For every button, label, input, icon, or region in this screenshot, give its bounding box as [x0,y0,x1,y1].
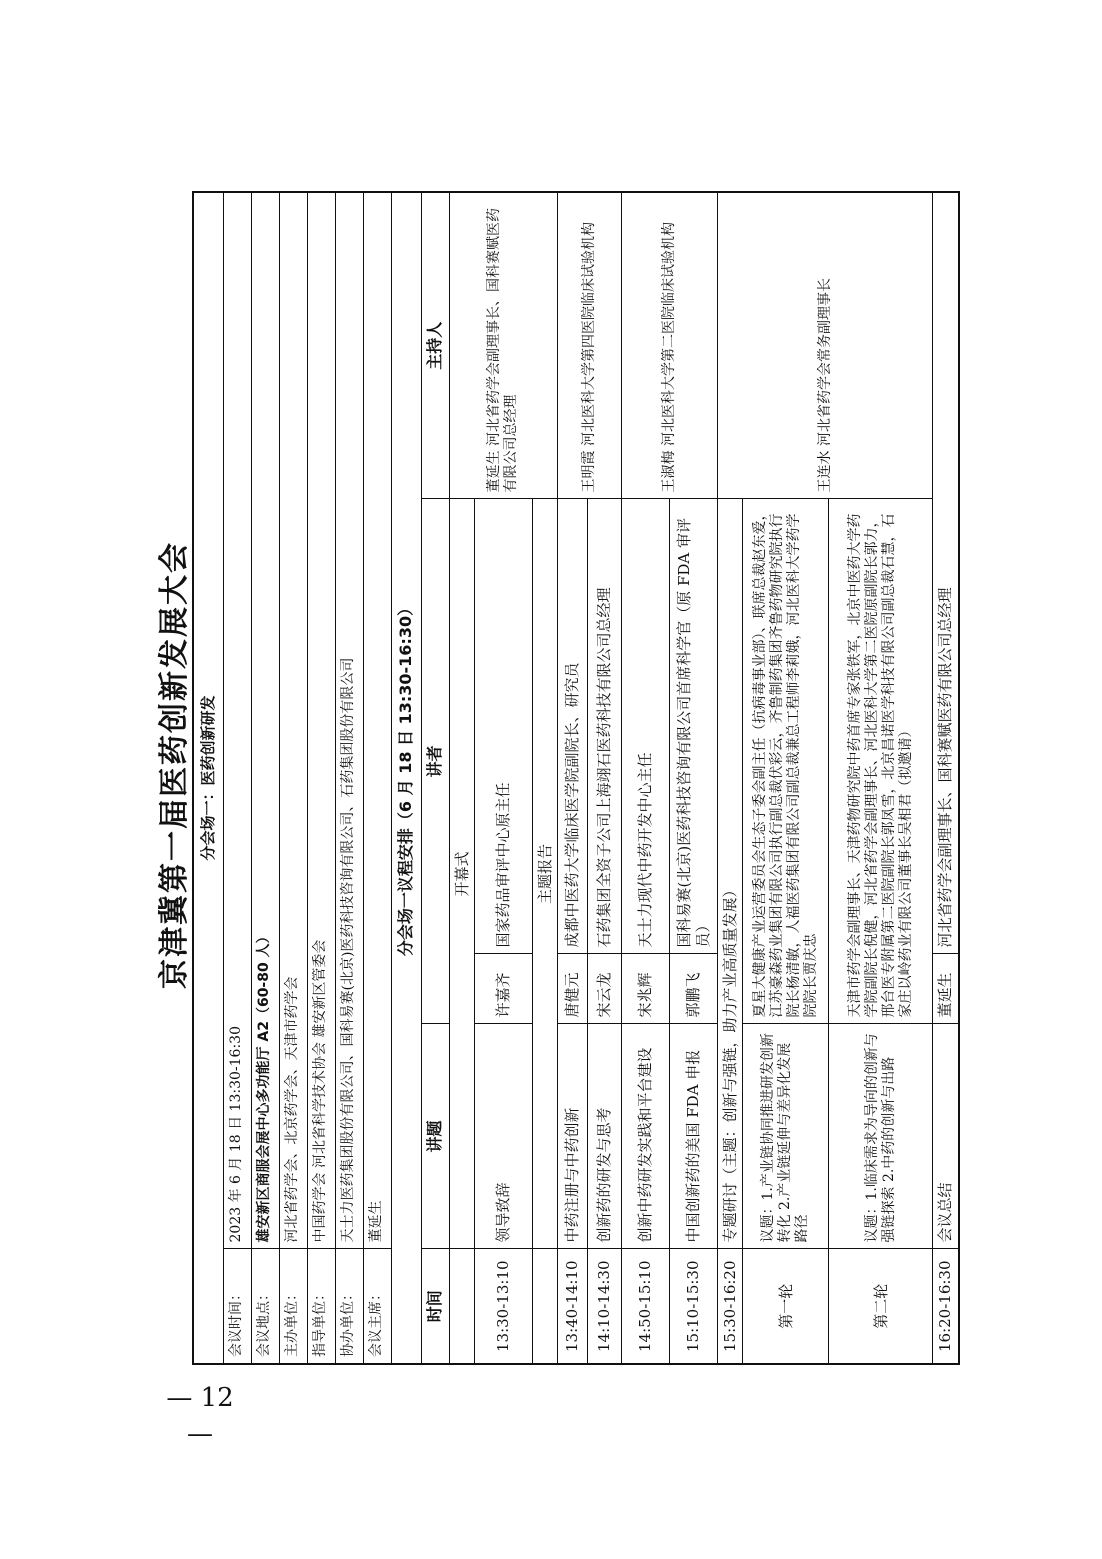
time-cell: 15:10-15:30 [670,1249,718,1364]
speaker-name: 宋云龙 [588,954,622,1024]
subtitle-row [193,192,223,1364]
topic-cell: 议题：1.产业链协同推进研发创新转化 2.产业链延伸与差异化发展路径 [743,1024,829,1249]
speaker-title: 河北省药学会副理事长、国科赛赋医药有限公司总经理 [933,192,959,954]
panel-label: 专题研讨（主题：创新与强链，助力产业高质量发展） [718,499,743,1249]
opening-label: 开幕式 [449,499,474,1249]
host-4: 王连水 河北省药学会常务副理事长 [718,192,933,499]
host-2: 王明霞 河北医科大学第四医院临床试验机构 [558,192,622,499]
panel-row [718,192,743,1364]
info-label: 主办单位： [279,1249,307,1364]
speaker-title: 国家药品审评中心原主任 [474,499,532,954]
info-value: 中国药学会 河北省科学技术协会 雄安新区管委会 [307,192,335,1249]
speaker-name: 郭鹏飞 [670,954,718,1024]
rotated-document [150,165,955,1365]
header-host: 主持人 [421,192,449,499]
header-topic: 讲题 [421,1024,449,1249]
info-value: 天士力医药集团股份有限公司、国科易赛(北京)医药科技咨询有限公司、石药集团股份有限公司 [335,192,363,1249]
info-value: 河北省药学会、北京药学会、天津市药学会 [279,192,307,1249]
host-3: 王淑梅 河北医科大学第二医院临床试验机构 [622,192,718,499]
topic-cell: 会议总结 [933,1024,959,1249]
time-cell: 14:50-15:10 [622,1249,670,1364]
info-label: 协办单位： [335,1249,363,1364]
info-label: 指导单位： [307,1249,335,1364]
time-cell: 14:10-14:30 [588,1249,622,1364]
info-label: 会议主席： [363,1249,391,1364]
host-1: 董延生 河北省药学会副理事长、国科赛赋医药有限公司总经理 [449,192,558,499]
keynote-label: 主题报告 [532,499,557,1249]
closing-row [933,192,959,1364]
time-cell: 第一轮 [743,1249,829,1364]
info-row-chair [363,192,391,1364]
panel-speakers: 天津市药学会副理事长、天津药物研究院中药首席专家张铁军，北京中医药大学药学院副院长倪健，河北省药学会副理事长、河北医科大学第二医院原副院长郭力，邢台医专附属第二医院副院长郭凤雪，北京昌诺医学科技有限公司副总裁石慧，石家庄以岭药业有限公司董事长吴相君（拟邀请） [829,499,933,1024]
session-subtitle: 分会场一：医药创新研发 [193,192,223,1364]
info-value: 2023 年 6 月 18 日 13:30-16:30 [223,192,251,1249]
speaker-name: 董延生 [933,954,959,1024]
header-time: 时间 [421,1249,449,1364]
topic-cell: 中国创新药的美国 FDA 申报 [670,1024,718,1249]
speaker-title: 国科易赛(北京)医药科技咨询有限公司首席科学官（原 FDA 审评员） [670,499,718,954]
topic-cell: 中药注册与中药创新 [558,1024,588,1249]
info-row-guide [307,192,335,1364]
speaker-name: 唐健元 [558,954,588,1024]
schedule-title: 分会场一议程安排（6 月 18 日 13:30-16:30） [391,192,421,1364]
agenda-row [558,192,588,1364]
agenda-table [192,191,960,1365]
topic-cell: 领导致辞 [474,1024,532,1249]
speaker-name: 宋兆辉 [622,954,670,1024]
time-cell: 13:30-13:10 [474,1249,532,1364]
info-label: 会议地点： [251,1249,279,1364]
header-row [421,192,449,1364]
info-value: 董延生 [363,192,391,1249]
topic-cell: 议题：1.临床需求为导向的创新与强链探索 2.中药的创新与出路 [829,1024,933,1249]
time-cell: 15:30-16:20 [718,1249,743,1364]
schedule-title-row [391,192,421,1364]
topic-cell: 创新药的研发与思考 [588,1024,622,1249]
speaker-title: 天士力现代中药开发中心主任 [622,499,670,954]
topic-cell: 创新中药研发实践和平台建设 [622,1024,670,1249]
info-row-coorg [335,192,363,1364]
info-row-venue [251,192,279,1364]
time-cell: 第二轮 [829,1249,933,1364]
speaker-title: 石药集团全资子公司上海翊石医药科技有限公司总经理 [588,499,622,954]
info-value: 雄安新区商服会展中心多功能厅 A2（60-80 人） [251,192,279,1249]
info-row-host [279,192,307,1364]
speaker-title: 成都中医药大学临床医学院副院长、研究员 [558,499,588,954]
document-title: 京津冀第一届医药创新发展大会 [157,541,192,989]
speaker-name: 许嘉齐 [474,954,532,1024]
page-number: — 12 — [166,1383,234,1449]
info-label: 会议时间： [223,1249,251,1364]
agenda-row [622,192,670,1364]
time-cell: 16:20-16:30 [933,1249,959,1364]
panel-speakers: 夏星大健康产业运营委员会生态子委会副主任（抗病毒事业部）、联席总裁赵东爱，江苏豪森药业集团有限公司执行副总裁伏彩云，齐鲁制药集团齐鲁药物研究院执行院长杨清敏，人福医药集团有限公司副总裁兼总工程师李莉娥，河北医科大学药学院院长贾庆忠 [743,499,829,1024]
info-row-time [223,192,251,1364]
time-cell: 13:40-14:10 [558,1249,588,1364]
opening-row [449,192,474,1364]
header-speaker: 讲者 [421,499,449,1024]
